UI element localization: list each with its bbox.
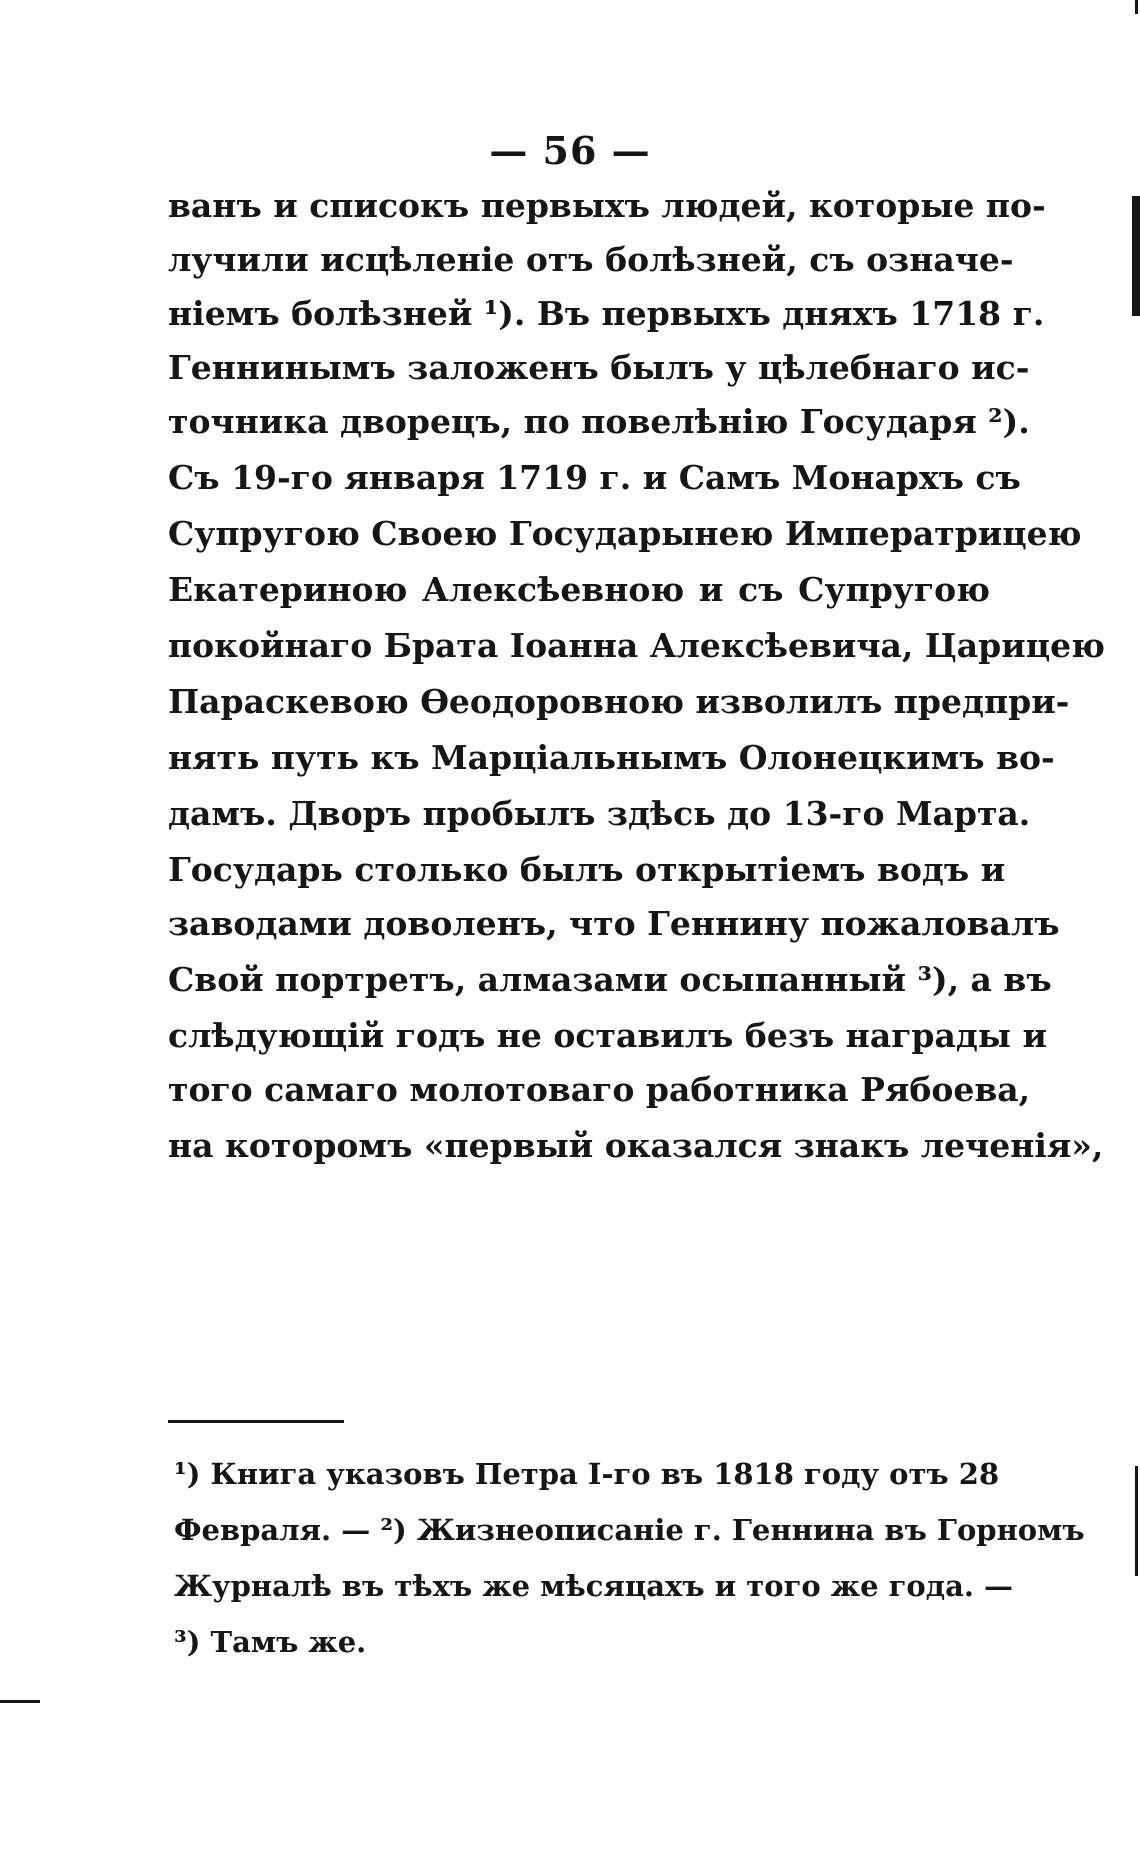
body-line: Геннинымъ заложенъ былъ у цѣлебнаго ис-: [168, 348, 1030, 387]
footnote-line: Журналѣ въ тѣхъ же мѣсяцахъ и того же года. —: [174, 1569, 1014, 1603]
body-line: Параскевою Ѳеодоровною изволилъ предпри-: [168, 682, 1070, 721]
body-line: Супругою Своею Государынею Императрицею: [168, 514, 1082, 553]
body-line: лучили исцѣленіе отъ болѣзней, съ означе-: [168, 240, 1014, 279]
body-line: Съ 19-го января 1719 г. и Самъ Монархъ съ: [168, 458, 1021, 497]
body-line: точника дворецъ, по повелѣнію Государя ²).: [168, 402, 1030, 441]
body-line: Государь столько былъ открытіемъ водъ и: [168, 850, 1006, 889]
page-edge-shadow: [1135, 1466, 1138, 1576]
body-line: ванъ и списокъ первыхъ людей, которые по-: [168, 186, 1046, 225]
page-edge-shadow: [1132, 196, 1140, 316]
body-line: Свой портретъ, алмазами осыпанный ³), а въ: [168, 960, 1052, 999]
page-number: — 56 —: [489, 128, 651, 173]
body-line: Екатериною Алексѣевною и съ Супругою: [168, 570, 990, 609]
body-line: дамъ. Дворъ пробылъ здѣсь до 13-го Марта.: [168, 794, 1031, 833]
body-line: слѣдующій годъ не оставилъ безъ награды и: [168, 1016, 1047, 1055]
page-edge-shadow: [0, 1700, 40, 1703]
body-line: заводами доволенъ, что Геннину пожаловалъ: [168, 904, 1060, 943]
page-edge-shadow: [1135, 0, 1138, 14]
body-line: ніемъ болѣзней ¹). Въ первыхъ дняхъ 1718 г.: [168, 294, 1045, 333]
body-line: на которомъ «первый оказался знакъ леченія»,: [168, 1126, 1104, 1165]
body-line: покойнаго Брата Іоанна Алексѣевича, Царицею: [168, 626, 1105, 665]
footnote-line: ¹) Книга указовъ Петра І-го въ 1818 году отъ 28: [174, 1457, 1000, 1491]
footnote-line: ³) Тамъ же.: [174, 1625, 367, 1659]
footnote-line: Февраля. — ²) Жизнеописаніе г. Геннина въ Горномъ: [174, 1513, 1085, 1547]
body-line: того самаго молотоваго работника Рябоева,: [168, 1070, 1031, 1109]
footnote-separator: [168, 1420, 344, 1423]
body-line: нять путь къ Марціальнымъ Олонецкимъ во-: [168, 738, 1055, 777]
